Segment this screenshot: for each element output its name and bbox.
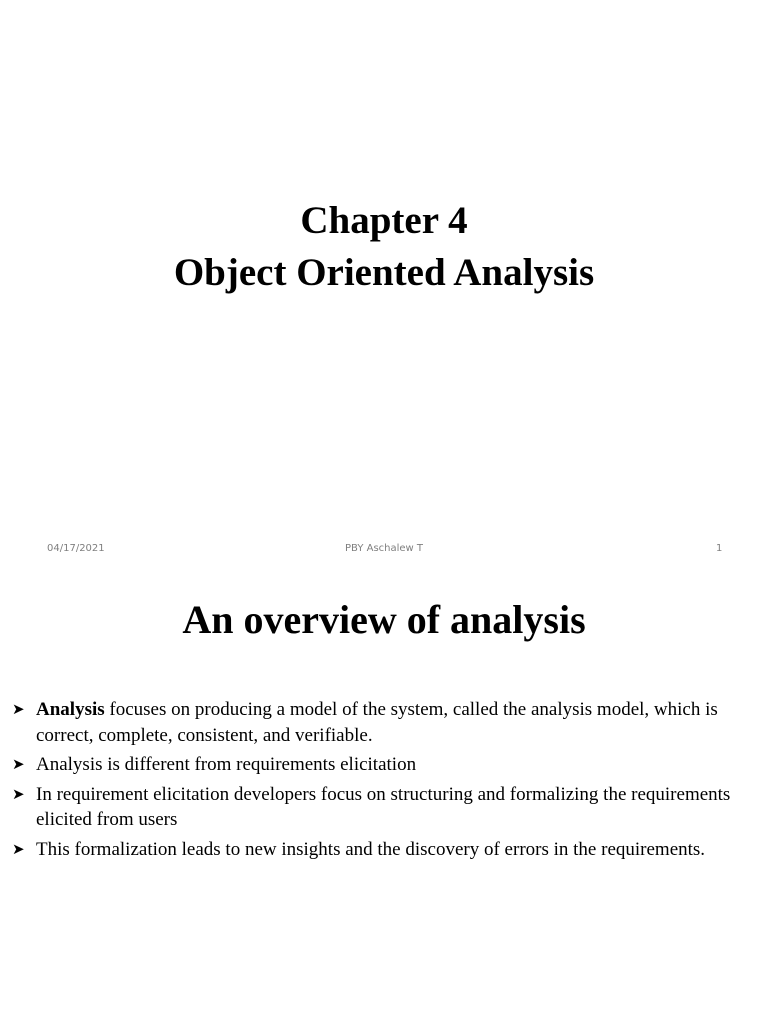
bullet-item [12, 782, 742, 833]
slide-title: An overview of analysis [182, 597, 586, 642]
chapter-number: Chapter 4 [300, 199, 468, 242]
footer-date: 04/17/2021 [47, 543, 105, 554]
bullet-item [12, 752, 742, 778]
footer-page-number: 1 [716, 543, 723, 554]
bullet-text: This formalization leads to new insights and the discovery of errors in the requirements. [36, 838, 706, 860]
arrow-bullet-icon: ➤ [12, 700, 25, 718]
bullet-item [12, 837, 742, 863]
chapter-title [0, 195, 768, 299]
chapter-name: Object Oriented Analysis [173, 251, 595, 294]
bullet-list [12, 697, 742, 866]
bullet-text: In requirement elicitation developers focus on structuring and formalizing the requirements elicited from users [36, 783, 731, 830]
footer-author: PBY Aschalew T [344, 543, 424, 554]
bullet-bold-term: Analysis [36, 699, 105, 720]
bullet-text: Analysis is different from requirements elicitation [36, 754, 417, 775]
bullet-item [12, 697, 742, 748]
arrow-bullet-icon: ➤ [12, 755, 25, 773]
slide-2 [0, 576, 768, 1024]
arrow-bullet-icon: ➤ [12, 784, 25, 803]
bullet-text: focuses on producing a model of the system, called the analysis model, which is correct, complete, consistent, and verifiable. [36, 699, 718, 746]
arrow-bullet-icon: ➤ [12, 839, 25, 858]
